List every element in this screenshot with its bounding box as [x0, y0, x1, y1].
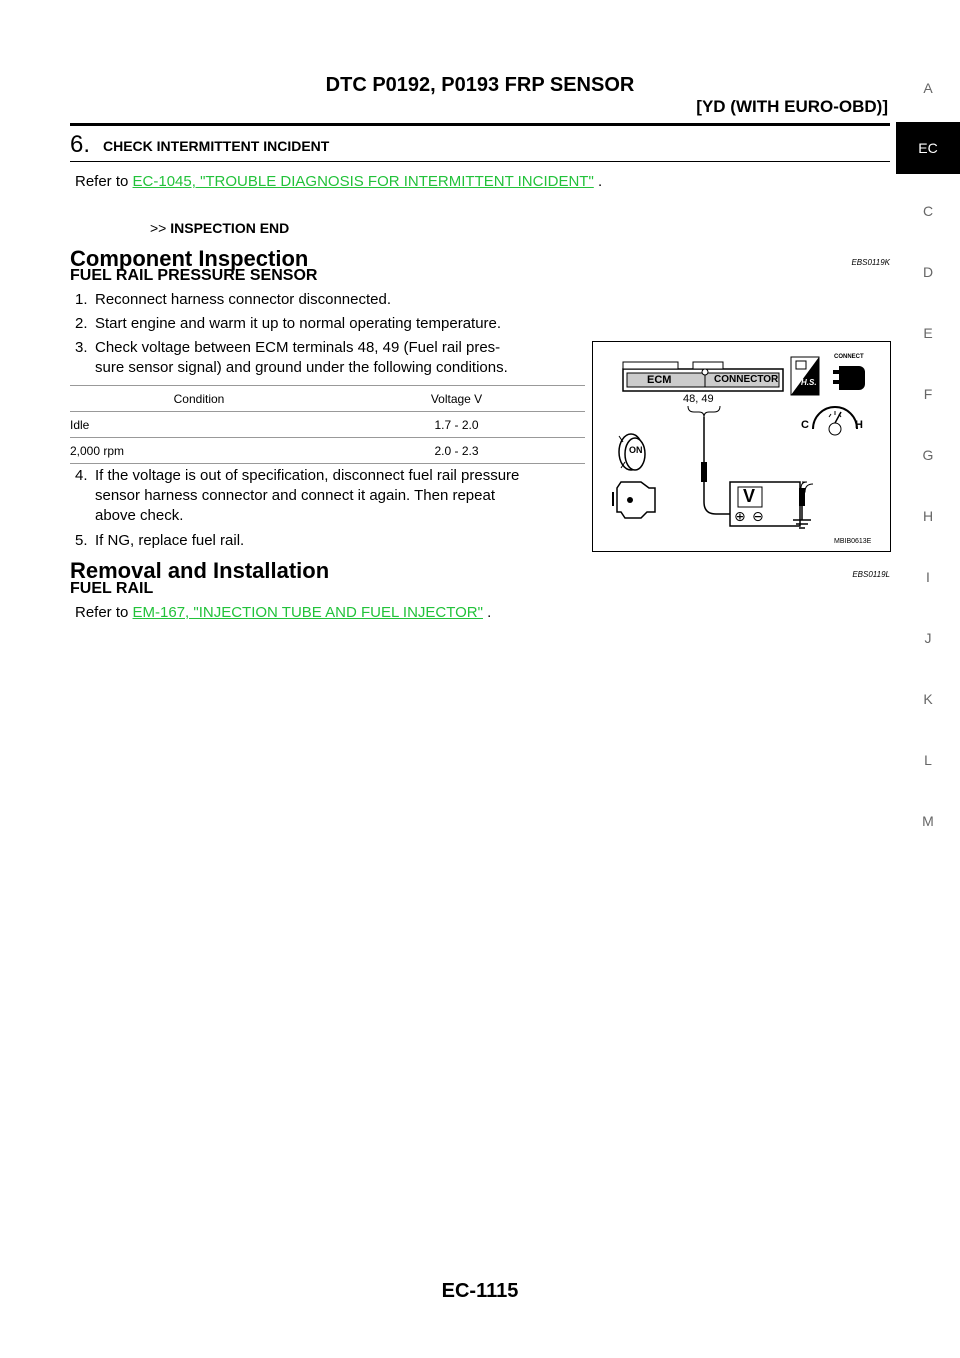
page-number: EC-1115 [441, 1280, 519, 1302]
refer-prefix: Refer to [75, 173, 133, 190]
component-subheading: FUEL RAIL PRESSURE SENSOR [70, 267, 318, 284]
tab-h[interactable]: H [922, 508, 934, 524]
tab-d[interactable]: D [922, 264, 934, 280]
tab-c[interactable]: C [922, 203, 934, 219]
table-row [70, 412, 585, 438]
result-arrow: >> [150, 220, 167, 236]
tab-i[interactable]: I [926, 569, 930, 585]
step-rule [70, 161, 890, 162]
page-title: DTC P0192, P0193 FRP SENSOR [325, 74, 635, 96]
hot-label: H [855, 419, 863, 431]
header-rule [70, 123, 890, 126]
hs-label: H.S. [801, 378, 817, 387]
page-subtitle: [YD (WITH EURO-OBD)] [696, 97, 888, 116]
list-item: 3. Check voltage between ECM terminals 48, 49 (Fuel rail pres- sure sensor signal) and ground under the following conditions. [75, 339, 508, 376]
tab-g[interactable]: G [922, 447, 934, 463]
tab-e[interactable]: E [923, 325, 933, 341]
cold-label: C [801, 419, 809, 431]
spec-table [70, 385, 585, 464]
removal-refer [75, 603, 491, 623]
step6-result [150, 220, 289, 236]
refer-prefix: Refer to [75, 604, 133, 621]
tab-j[interactable]: J [924, 630, 932, 646]
tab-m[interactable]: M [922, 813, 934, 829]
tab-a[interactable]: A [923, 80, 933, 96]
component-heading: Component Inspection [70, 246, 309, 271]
table-row [70, 438, 585, 464]
tab-f[interactable]: F [923, 386, 933, 402]
minus-terminal: ⊖ [752, 508, 764, 524]
removal-subheading: FUEL RAIL [70, 580, 154, 597]
ignition-on-label: ON [629, 445, 643, 455]
connect-label: CONNECT [834, 354, 864, 360]
ecm-label: ECM [647, 374, 672, 386]
list-item: 4. If the voltage is out of specification, disconnect fuel rail pressure sensor harness connector and connect it again. Then repeat above check. [75, 467, 520, 524]
removal-heading: Removal and Installation [70, 558, 330, 583]
refer-suffix: . [482, 604, 492, 621]
tab-k[interactable]: K [923, 691, 933, 707]
step-number: 6. [70, 131, 91, 158]
refer-suffix: . [593, 173, 603, 190]
result-text: INSPECTION END [170, 220, 290, 236]
figure-code: MBIB0613E [834, 538, 872, 545]
section-tabs [896, 80, 960, 980]
component-code: EBS0119K [851, 258, 890, 267]
table-cell: 2.0 - 2.3 [328, 438, 585, 464]
table-header: Condition [70, 386, 328, 412]
terminals-label: 48, 49 [683, 393, 714, 405]
table-cell: 1.7 - 2.0 [328, 412, 585, 438]
plus-terminal: ⊕ [734, 508, 746, 524]
link-em-167[interactable]: EM-167, "INJECTION TUBE AND FUEL INJECTOR" [132, 604, 483, 621]
table-header-row [70, 386, 585, 412]
connector-label: CONNECTOR [714, 374, 779, 385]
table-cell: Idle [70, 412, 328, 438]
step6-refer [75, 172, 602, 192]
step-title: CHECK INTERMITTENT INCIDENT [103, 138, 330, 154]
link-ec-1045[interactable]: EC-1045, "TROUBLE DIAGNOSIS FOR INTERMITTENT INCIDENT" [132, 173, 594, 190]
removal-code: EBS0119L [852, 570, 890, 579]
voltmeter-label: V [743, 486, 756, 506]
tab-l[interactable]: L [924, 752, 932, 768]
table-cell: 2,000 rpm [70, 438, 328, 464]
table-header: Voltage V [328, 386, 585, 412]
tab-ec[interactable]: EC [896, 122, 960, 174]
wiring-figure [592, 341, 891, 552]
